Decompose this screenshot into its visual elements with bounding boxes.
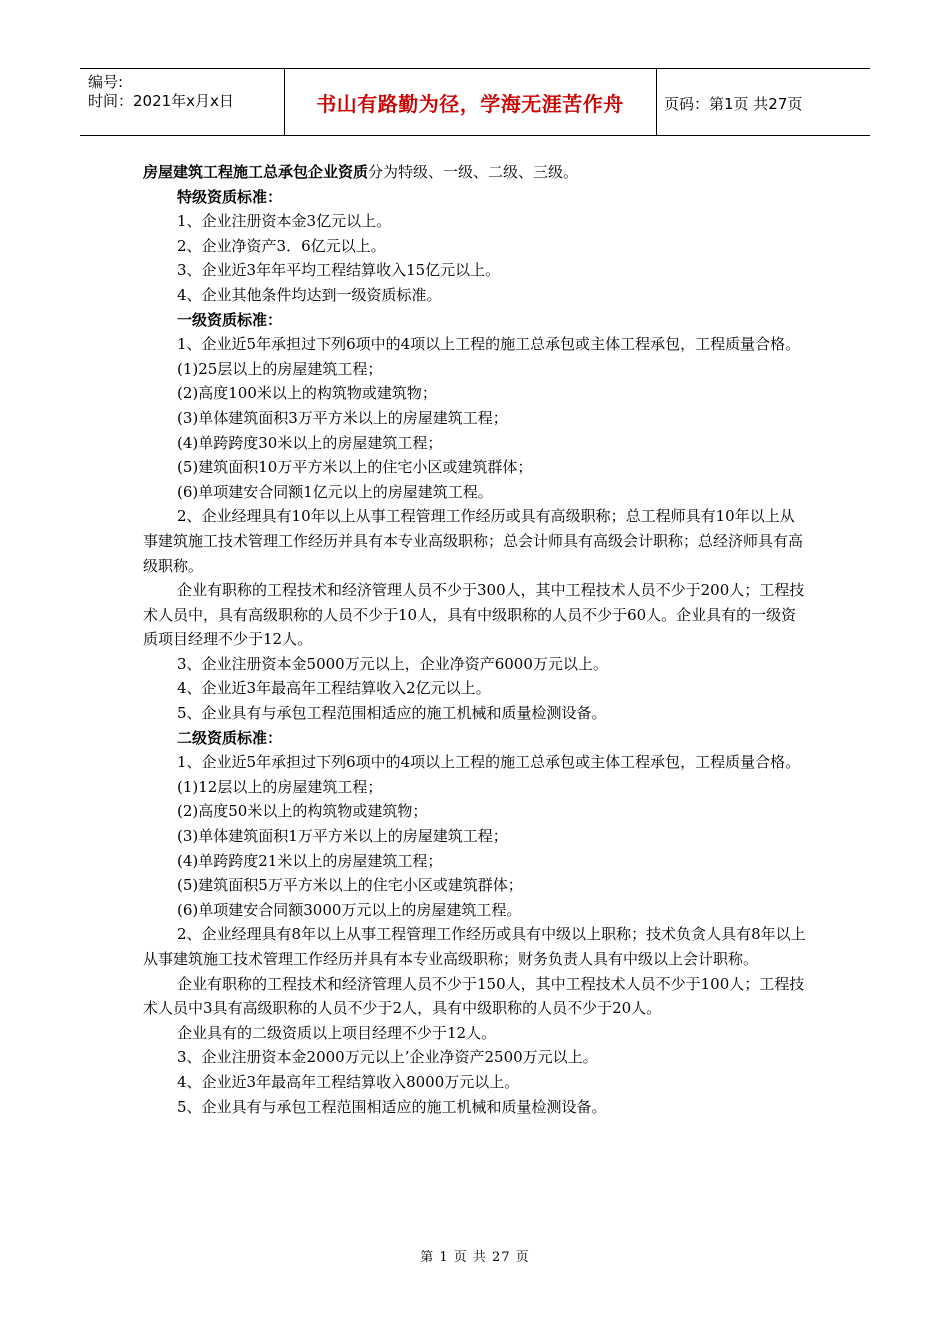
level2-heading: 二级资质标准：	[177, 728, 283, 747]
level2-subitem-5: (5)建筑面积5万平方米以上的住宅小区或建筑群体；	[177, 876, 523, 895]
number-label: 编号:	[88, 73, 124, 91]
level2-subitem-6: (6)单项建安合同额3000万元以上的房屋建筑工程。	[177, 900, 522, 919]
level1-subitem-3: (3)单体建筑面积3万平方米以上的房屋建筑工程；	[177, 408, 508, 427]
document-body	[143, 160, 808, 1119]
header-motto: 书山有路勤为径，学海无涯苦作舟	[316, 91, 624, 116]
level1-item-3: 3、企业注册资本金5000万元以上，企业净资产6000万元以上。	[177, 654, 608, 673]
level2-item-4: 4、企业近3年最高年工程结算收入8000万元以上。	[177, 1072, 520, 1091]
level2-subitem-2: (2)高度50米以上的构筑物或建筑物；	[177, 802, 428, 821]
page-footer: 第 1 页 共 27 页	[420, 1250, 530, 1265]
intro-text: 分为特级、一级、二级、三级。	[368, 163, 579, 181]
intro-title: 房屋建筑工程施工总承包企业资质	[143, 163, 369, 181]
level2-item-2-managers: 企业具有的二级资质以上项目经理不少于12人。	[177, 1023, 497, 1042]
intro-paragraph	[143, 160, 808, 185]
level2-item-2: 2、企业经理具有8年以上从事工程管理工作经历或具有中级以上职称；技术负贪人具有8年以上从事建筑施工技术管理工作经历并具有本专业高级职称；财务负责人具有中级以上会计职称。	[143, 925, 806, 968]
level1-subitem-6: (6)单项建安合同额1亿元以上的房屋建筑工程。	[177, 482, 493, 501]
level2-item-3: 3、企业注册资本金2000万元以上’企业净资产2500万元以上。	[177, 1048, 598, 1067]
level1-item-1: 1、企业近5年承担过下列6项中的4项以上工程的施工总承包或主体工程承包，工程质量合格。	[177, 335, 801, 354]
special-item-4: 4、企业其他条件均达到一级资质标准。	[177, 285, 442, 304]
level2-item-1: 1、企业近5年承担过下列6项中的4项以上工程的施工总承包或主体工程承包，工程质量合格。	[177, 753, 801, 772]
header-divider-right	[656, 69, 657, 135]
header-page-info: 页码：第1页 共27页	[664, 95, 803, 113]
level1-item-2-staff: 企业有职称的工程技术和经济管理人员不少于300人，其中工程技术人员不少于200人；工程技术人员中，具有高级职称的人员不少于10人，具有中级职称的人员不少于60人。企业具有的一级资质项目经理不少于12人。	[143, 581, 805, 649]
level1-item-5: 5、企业具有与承包工程范围相适应的施工机械和质量检测设备。	[177, 704, 607, 723]
level2-item-5: 5、企业具有与承包工程范围相适应的施工机械和质量检测设备。	[177, 1097, 607, 1116]
special-heading: 特级资质标准：	[177, 187, 283, 206]
date-line: 时间：2021年x月x日	[88, 92, 234, 110]
level1-subitem-5: (5)建筑面积10万平方米以上的住宅小区或建筑群体；	[177, 458, 533, 477]
level2-subitem-1: (1)12层以上的房屋建筑工程；	[177, 777, 383, 796]
level2-item-2-staff: 企业有职称的工程技术和经济管理人员不少于150人，其中工程技术人员不少于100人；工程技术人员中3具有高级职称的人员不少于2人，具有中级职称的人员不少于20人。	[143, 974, 805, 1018]
level2-subitem-4: (4)单跨跨度21米以上的房屋建筑工程；	[177, 851, 443, 870]
special-item-3: 3、企业近3年年平均工程结算收入15亿元以上。	[177, 261, 501, 280]
level1-subitem-2: (2)高度100米以上的构筑物或建筑物；	[177, 384, 437, 403]
level2-subitem-3: (3)单体建筑面积1万平方米以上的房屋建筑工程；	[177, 827, 508, 846]
level1-subitem-1: (1)25层以上的房屋建筑工程；	[177, 359, 383, 378]
level1-heading: 一级资质标准：	[177, 310, 283, 329]
level1-item-2: 2、企业经理具有10年以上从事工程管理工作经历或具有高级职称；总工程师具有10年以上从事建筑施工技术管理工作经历并具有本专业高级职称；总会计师具有高级会计职称；总经济师具有高级职称。	[143, 507, 804, 575]
special-item-1: 1、企业注册资本金3亿元以上。	[177, 212, 392, 231]
level1-item-4: 4、企业近3年最高年工程结算收入2亿元以上。	[177, 679, 491, 698]
header-meta	[88, 73, 234, 111]
level1-subitem-4: (4)单跨跨度30米以上的房屋建筑工程；	[177, 433, 443, 452]
special-item-2: 2、企业净资产3．6亿元以上。	[177, 236, 386, 255]
document-header	[80, 68, 870, 136]
